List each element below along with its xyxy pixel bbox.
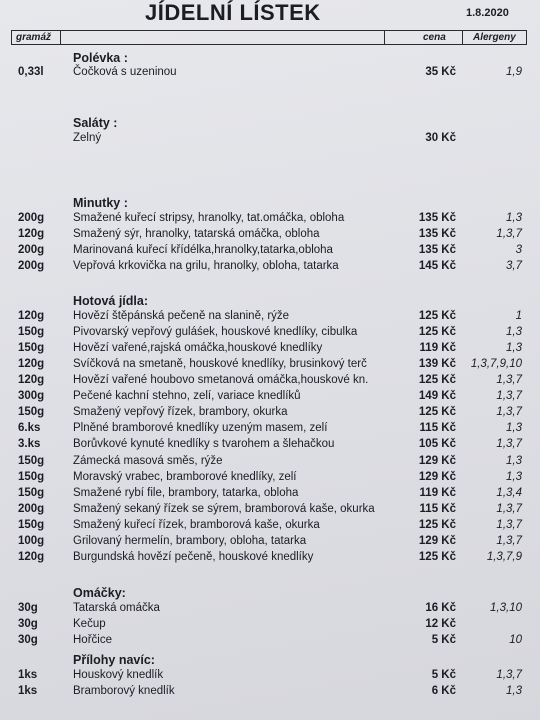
item-allergens: 1,3,7	[496, 390, 522, 402]
item-weight: 0,33l	[18, 66, 44, 78]
item-weight: 150g	[18, 519, 45, 531]
item-allergens: 10	[509, 634, 522, 646]
item-allergens: 1,3	[506, 685, 522, 697]
item-name: Pivovarský vepřový guláśek, houskové knedlíky, cibulka	[73, 326, 358, 338]
menu-row	[0, 374, 540, 390]
item-name: Zámecká masová směs, rýže	[73, 455, 223, 467]
item-price: 5 Kč	[431, 634, 456, 646]
item-price: 35 Kč	[425, 66, 456, 78]
item-name: Pečené kachní stehno, zelí, variace knedlíků	[73, 390, 301, 402]
menu-row	[0, 66, 540, 82]
item-name: Kečup	[73, 618, 106, 630]
item-weight: 300g	[18, 390, 45, 402]
item-allergens: 1,3,7	[496, 535, 522, 547]
column-header-weight: gramáž	[16, 32, 52, 43]
menu-row	[0, 390, 540, 406]
menu-row	[0, 551, 540, 567]
item-price: 125 Kč	[418, 326, 456, 338]
item-price: 5 Kč	[431, 669, 456, 681]
item-allergens: 3	[515, 244, 522, 256]
item-price: 125 Kč	[418, 374, 456, 386]
item-price: 129 Kč	[418, 455, 456, 467]
item-allergens: 1,3	[506, 342, 522, 354]
item-price: 125 Kč	[418, 310, 456, 322]
item-weight: 200g	[18, 260, 45, 272]
item-name: Burgundská hovězí pečeně, houskové knedlíky	[73, 551, 314, 563]
item-allergens: 1,3,7,9	[486, 551, 522, 563]
item-name: Čočková s uzeninou	[73, 66, 177, 78]
column-header-allergens: Alergeny	[473, 32, 516, 43]
item-name: Vepřová krkovička na grilu, hranolky, obloha, tatarka	[73, 260, 339, 272]
item-name: Hovězí štěpánská pečeně na slanině, rýže	[73, 310, 290, 322]
item-weight: 30g	[18, 618, 38, 630]
section-title-sauces: Omáčky:	[73, 586, 126, 600]
menu-row	[0, 406, 540, 422]
item-price: 125 Kč	[418, 406, 456, 418]
item-allergens: 1,3,7	[496, 503, 522, 515]
item-allergens: 1,3,7	[496, 228, 522, 240]
item-name: Smažený kuřecí řízek, bramborová kaše, okurka	[73, 519, 320, 531]
item-name: Plněné bramborové knedlíky uzeným masem, zelí	[73, 422, 328, 434]
item-price: 129 Kč	[418, 535, 456, 547]
item-price: 105 Kč	[418, 438, 456, 450]
item-name: Smažený vepřový řízek, brambory, okurka	[73, 406, 288, 418]
item-name: Smažený sekaný řízek se sýrem, bramborová kaše, okurka	[73, 503, 375, 515]
item-price: 119 Kč	[419, 487, 456, 499]
column-header-bar	[11, 30, 527, 45]
item-name: Moravský vrabec, bramborové knedlíky, zelí	[73, 471, 297, 483]
menu-row	[0, 471, 540, 487]
item-name: Houskový knedlík	[73, 669, 164, 681]
menu-row	[0, 132, 540, 148]
item-name: Smažené rybí file, brambory, tatarka, obloha	[73, 487, 299, 499]
section-title-soup: Polévka :	[73, 51, 128, 65]
item-weight: 150g	[18, 342, 45, 354]
item-allergens: 1,3,7,9,10	[470, 358, 522, 370]
item-name: Marinovaná kuřecí křídélka,hranolky,tatarka,obloha	[73, 244, 333, 256]
item-weight: 200g	[18, 244, 45, 256]
item-allergens: 1,3,4	[496, 487, 522, 499]
item-allergens: 1,3,7	[496, 406, 522, 418]
item-allergens: 1	[515, 310, 522, 322]
item-weight: 100g	[18, 535, 45, 547]
item-name: Hořčice	[73, 634, 112, 646]
item-name: Borůvkové kynuté knedlíky s tvarohem a šlehačkou	[73, 438, 335, 450]
item-name: Smažené kuřecí stripsy, hranolky, tat.omáčka, obloha	[73, 212, 345, 224]
column-divider	[384, 31, 385, 44]
item-weight: 30g	[18, 634, 38, 646]
menu-row	[0, 326, 540, 342]
item-allergens: 1,3	[506, 212, 522, 224]
item-price: 16 Kč	[425, 602, 456, 614]
menu-row	[0, 618, 540, 634]
menu-row	[0, 487, 540, 503]
item-allergens: 1,3,10	[490, 602, 522, 614]
item-weight: 1ks	[18, 669, 38, 681]
item-weight: 150g	[18, 455, 45, 467]
menu-row	[0, 310, 540, 326]
section-title-main-dishes: Hotová jídla:	[73, 294, 149, 308]
item-price: 149 Kč	[418, 390, 456, 402]
item-name: Smažený sýr, hranolky, tatarská omáčka, obloha	[73, 228, 320, 240]
item-price: 145 Kč	[418, 260, 456, 272]
section-title-sides: Přílohy navíc:	[73, 653, 155, 667]
item-price: 6 Kč	[431, 685, 456, 697]
item-weight: 200g	[18, 212, 45, 224]
section-title-minutky: Minutky :	[73, 196, 128, 210]
menu-row	[0, 634, 540, 650]
menu-row	[0, 228, 540, 244]
menu-row	[0, 535, 540, 551]
item-weight: 120g	[18, 551, 45, 563]
item-name: Svíčková na smetaně, houskové knedlíky, brusinkový terč	[73, 358, 367, 370]
item-weight: 120g	[18, 228, 45, 240]
column-divider	[462, 31, 463, 44]
item-weight: 30g	[18, 602, 38, 614]
item-weight: 150g	[18, 406, 45, 418]
item-name: Zelný	[73, 132, 102, 144]
item-weight: 150g	[18, 487, 45, 499]
item-allergens: 1,3	[506, 326, 522, 338]
item-weight: 200g	[18, 503, 45, 515]
item-price: 125 Kč	[418, 551, 456, 563]
item-name: Tatarská omáčka	[73, 602, 160, 614]
menu-title: JÍDELNÍ LÍSTEK	[145, 0, 321, 25]
item-price: 115 Kč	[419, 422, 456, 434]
item-name: Bramborový knedlík	[73, 685, 175, 697]
menu-row	[0, 438, 540, 454]
item-weight: 150g	[18, 471, 45, 483]
menu-row	[0, 358, 540, 374]
item-weight: 1ks	[18, 685, 38, 697]
menu-row	[0, 260, 540, 276]
item-allergens: 1,3,7	[496, 438, 522, 450]
menu-row	[0, 422, 540, 438]
item-price: 119 Kč	[419, 342, 456, 354]
item-allergens: 1,3	[506, 471, 522, 483]
menu-row	[0, 503, 540, 519]
menu-row	[0, 519, 540, 535]
item-weight: 120g	[18, 374, 45, 386]
item-name: Hovězí vařené houbovo smetanová omáčka,houskové kn.	[73, 374, 369, 386]
item-price: 135 Kč	[418, 212, 456, 224]
item-allergens: 1,3,7	[496, 519, 522, 531]
item-price: 129 Kč	[418, 471, 456, 483]
column-divider	[60, 31, 61, 44]
item-price: 135 Kč	[418, 244, 456, 256]
item-allergens: 1,3,7	[496, 669, 522, 681]
menu-date: 1.8.2020	[466, 7, 509, 19]
item-price: 125 Kč	[418, 519, 456, 531]
item-weight: 120g	[18, 358, 45, 370]
menu-row	[0, 685, 540, 701]
item-allergens: 1,3	[506, 455, 522, 467]
menu-row	[0, 669, 540, 685]
item-price: 12 Kč	[425, 618, 456, 630]
column-header-price: cena	[423, 32, 446, 43]
item-weight: 6.ks	[18, 422, 41, 434]
menu-row	[0, 244, 540, 260]
item-allergens: 1,9	[506, 66, 522, 78]
item-price: 115 Kč	[419, 503, 456, 515]
item-allergens: 3,7	[506, 260, 522, 272]
item-name: Hovězí vařené,rajská omáčka,houskové knedlíky	[73, 342, 323, 354]
section-title-salads: Saláty :	[73, 116, 118, 130]
item-allergens: 1,3,7	[496, 374, 522, 386]
menu-row	[0, 212, 540, 228]
item-price: 139 Kč	[418, 358, 456, 370]
item-price: 135 Kč	[418, 228, 456, 240]
item-name: Grilovaný hermelín, brambory, obloha, tatarka	[73, 535, 307, 547]
item-price: 30 Kč	[425, 132, 456, 144]
menu-row	[0, 342, 540, 358]
menu-row	[0, 455, 540, 471]
item-weight: 3.ks	[18, 438, 41, 450]
item-weight: 120g	[18, 310, 45, 322]
menu-row	[0, 602, 540, 618]
item-allergens: 1,3	[506, 422, 522, 434]
item-weight: 150g	[18, 326, 45, 338]
